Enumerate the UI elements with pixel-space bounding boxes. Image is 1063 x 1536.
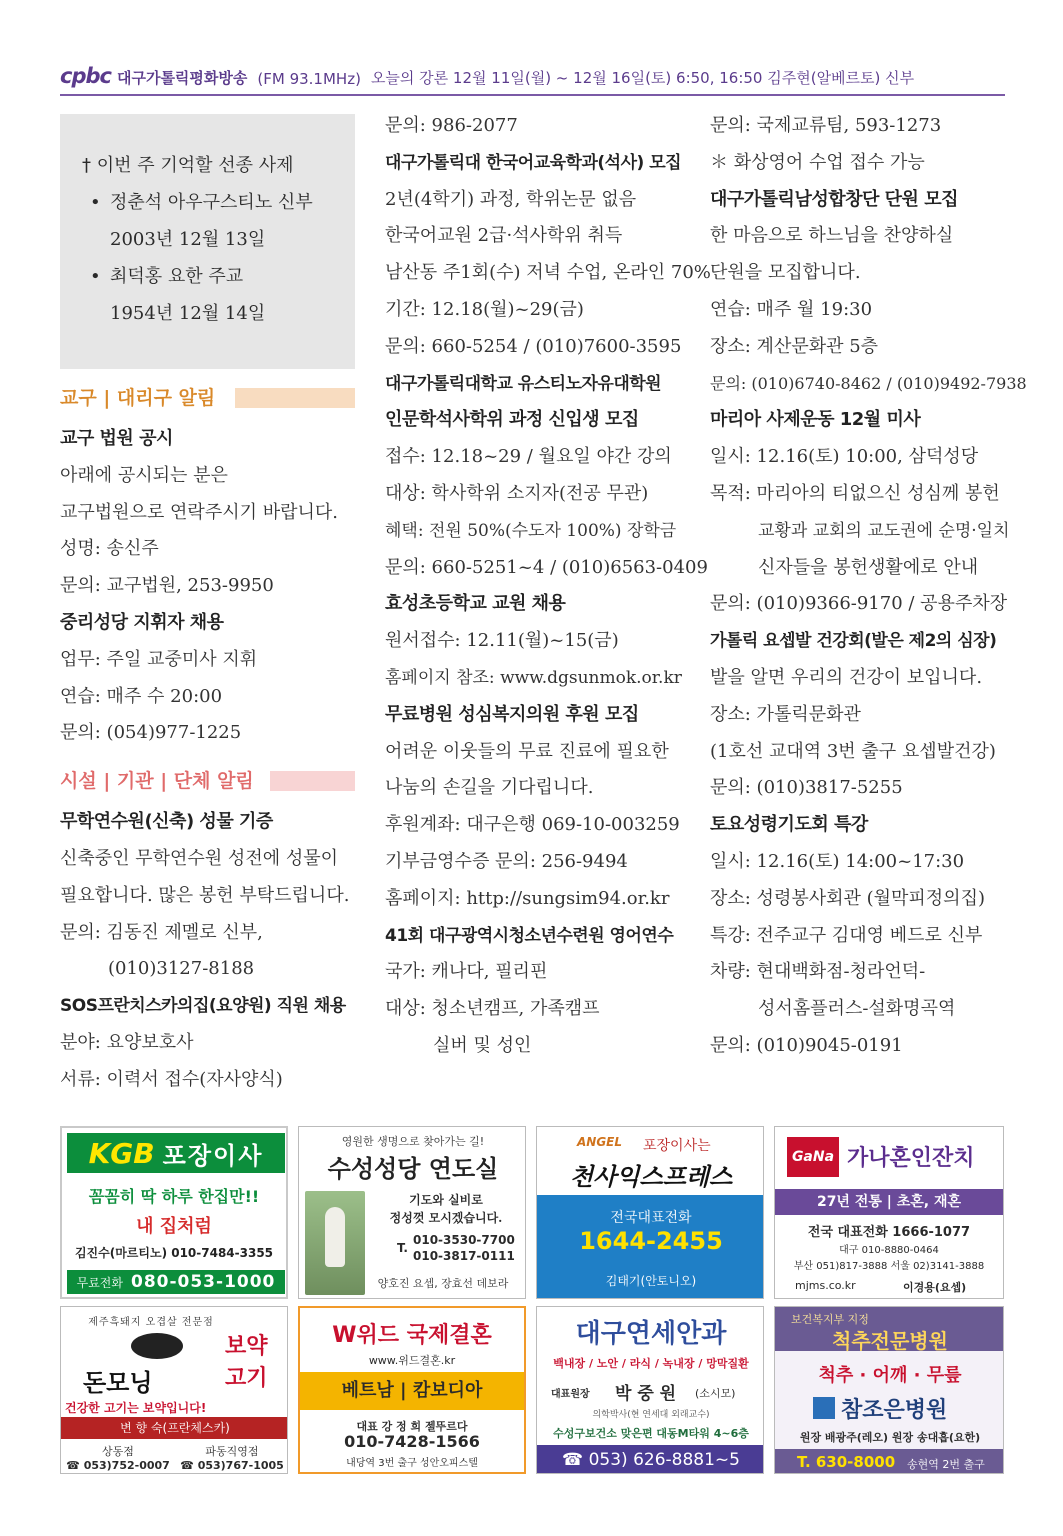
notice-line: 신자들을 봉헌생활에로 안내 [758,556,979,578]
gana-person: 이경용(요셉) [903,1281,967,1294]
notice-line: 목적: 마리아의 티없으신 성심께 봉헌 [710,482,1000,504]
section-title-diocese: 교구 | 대리구 알림 [60,383,355,413]
suseong-tel1: 010-3530-7700 [413,1233,515,1247]
ad-chamjo-hospital[interactable] [774,1306,1004,1474]
notice-line: 일시: 12.16(토) 14:00~17:30 [710,850,965,872]
notice-line: 일시: 12.16(토) 10:00, 삼덕성당 [710,446,979,468]
yonsei-tel: ☎ 053) 626-8881~5 [537,1445,764,1474]
wid-tel: 010-7428-1566 [344,1432,480,1451]
bo-yak-tel2: ☎ 053)767-1005 [180,1459,284,1472]
notice-line: 한국어교원 2급·석사학위 취득 [385,225,623,247]
notice-title: 인문학석사학위 과정 신입생 모집 [385,409,639,431]
notice-line: 문의: 986-2077 [385,115,518,136]
wid-addr: 내당역 3번 출구 성안오피스텔 [346,1458,478,1469]
bo-yak-name: 돈모닝 [83,1369,153,1397]
notice-title: 41회 대구광역시청소년수련원 영어연수 [385,925,674,946]
suseong-name: 수성성당 연도실 [327,1155,499,1183]
gana-line3: 부산 051)817-3888 서울 02)3141-3888 [793,1261,985,1272]
notice-line: 특강: 전주교구 김대영 베드로 신부 [710,924,983,946]
saint-date: 1954년 12월 14일 [110,303,266,324]
notice-line: 원서접수: 12.11(월)~15(금) [385,630,619,652]
notice-line: 필요합니다. 많은 봉헌 부탁드립니다. [60,884,350,906]
bo-yak-arc-text: 제주흑돼지 오겹살 전문점 [88,1317,214,1328]
ad-wid-marriage[interactable] [298,1306,526,1474]
kgb-slogan: 꼼꼼히 딱 하루 한집만!! [88,1187,260,1206]
saint-name: • 정춘석 아우구스티노 신부 [82,184,355,221]
notice-line: 어려운 이웃들의 무료 진료에 필요한 [385,740,669,762]
gana-name: 가나혼인잔치 [847,1146,975,1171]
notice-line: 문의: (010)9045-0191 [710,1034,903,1056]
bo-yak-right2: 고기 [225,1366,268,1391]
gana-band: 27년 전통 | 초혼, 재혼 [775,1189,1003,1215]
gana-line1: 전국 대표전화 1666-1077 [807,1225,971,1240]
notice-title: 토요성령기도회 특강 [710,814,868,836]
angel-person: 김태기(안토니오) [605,1274,697,1288]
ad-suseong[interactable] [298,1126,526,1299]
suseong-line1: 기도와 실비로 [409,1193,483,1207]
kgb-banner [67,1133,285,1173]
saints-title: † 이번 주 기억할 선종 사제 [82,155,294,176]
kgb-brand: KGB [88,1136,155,1170]
mary-statue-image [305,1191,365,1295]
yonsei-location: 수성구보건소 맞은편 대동M타워 4~6층 [553,1427,749,1440]
notice-line: 연습: 매주 수 20:00 [60,685,223,707]
notice-line: 문의: 660-5251~4 / (010)6563-0409 [385,556,708,578]
gana-site[interactable]: mjms.co.kr [795,1279,856,1292]
notice-line: 한 마음으로 하느님을 찬양하실 [710,225,954,247]
notice-line: 문의: (010)6740-8462 / (010)9492-7938 [710,373,1027,393]
chamjo-title: 척추전문병원 [832,1329,948,1353]
suseong-t: T. [397,1241,408,1255]
chamjo-services: 척추 · 어깨 · 무릎 [818,1365,962,1386]
yonsei-services: 백내장 / 노안 / 라식 / 녹내장 / 망막질환 [553,1357,749,1370]
notice-line: 혜택: 전원 50%(수도자 100%) 장학금 [385,520,677,541]
notice-line: 문의: (010)9366-9170 / 공용주차장 [710,593,1008,615]
column-3 [710,108,1027,1065]
wid-band: 베트남 | 캄보디아 [300,1372,524,1410]
ad-bo-yak-meat[interactable] [60,1306,288,1474]
notice-title: 중리성당 지휘자 채용 [60,611,224,633]
kgb-free-label: 무료전화 [76,1275,123,1290]
notice-line: 기부금영수증 문의: 256-9494 [385,850,628,872]
notice-line: ＊ 화상영어 수업 접수 가능 [710,151,925,173]
notice-line: 분야: 요양보호사 [60,1031,194,1053]
kgb-free-number: 080-053-1000 [130,1272,276,1292]
column-1 [60,108,355,1099]
notice-line: 문의: 교구법원, 253-9950 [60,575,274,597]
saint-name: • 최덕홍 요한 주교 [82,258,355,295]
chamjo-tel: T. 630-8000 [797,1453,896,1471]
notice-line: 성서홈플러스-설화명곡역 [758,998,956,1020]
suseong-tel2: 010-3817-0111 [413,1249,515,1263]
wid-site[interactable]: www.위드결혼.kr [368,1354,456,1367]
angel-logo: ANGEL [577,1135,623,1149]
notice-line: 차량: 현대백화점-청라언덕- [710,961,926,983]
page-header [60,62,1005,96]
notice-line: 문의: 국제교류팀, 593-1273 [710,115,942,136]
notice-line: 서류: 이력서 접수(자사양식) [60,1068,283,1090]
yonsei-note: 의학박사(현 연세대 외래교수) [592,1410,710,1420]
notice-line: (1호선 교대역 3번 출구 요셉발건강) [710,740,996,762]
notice-line: 2년(4학기) 과정, 학위논문 없음 [385,188,637,210]
suseong-line2: 정성껏 모시겠습니다. [389,1211,503,1225]
wid-name: W위드 국제결혼 [332,1323,492,1348]
section-bar [235,388,355,408]
yonsei-rep: 박 중 원 [615,1384,677,1404]
kgb-free-call [67,1270,285,1294]
station-frequency: (FM 93.1MHz) [257,70,361,88]
statue-icon [325,1207,345,1267]
notice-line: 홈페이지: http://sungsim94.or.kr [385,887,670,909]
notice-title: SOS프란치스카의집(요양원) 직원 채용 [60,996,346,1017]
saints-box [60,114,355,369]
notice-title: 무학연수원(신축) 성물 기증 [60,811,273,833]
suseong-people: 양호진 요셉, 장효선 데보라 [377,1277,509,1290]
bo-yak-slogan: 건강한 고기는 보약입니다! [65,1401,207,1415]
wid-rep: 대표 강 정 희 젤뚜르다 [356,1420,468,1433]
kgb-contact: 김진수(마르티노) 010-7484-3355 [74,1246,274,1260]
chamjo-name: 참조은병원 [841,1398,948,1423]
notice-title: 마리아 사제운동 12월 미사 [710,409,921,431]
notice-line: (010)3127-8188 [108,958,255,980]
notice-line: 홈페이지 참조: www.dgsunmok.or.kr [385,667,682,688]
bo-yak-branch1: 상동점 [102,1445,134,1458]
notice-title: 대구가톨릭남성합창단 단원 모집 [710,188,958,210]
notice-line: 성명: 송신주 [60,538,159,560]
chamjo-staff: 원장 배광주(레오) 원장 송대흡(요한) [799,1431,981,1444]
notice-line: 문의: (054)977-1225 [60,722,242,744]
notice-line: 교황과 교회의 교도권에 순명·일치 [758,520,1010,541]
notice-line: 접수: 12.18~29 / 월요일 야간 강의 [385,446,672,468]
notice-line: 대상: 청소년캠프, 가족캠프 [385,998,600,1020]
notice-title: 대구가톨릭대 한국어교육학과(석사) 모집 [385,152,682,173]
notice-line: 기간: 12.18(월)~29(금) [385,298,584,320]
notice-line: 국가: 캐나다, 필리핀 [385,961,548,983]
notice-line: 교구법원으로 연락주시기 바랍니다. [60,501,338,523]
notice-line: 발을 알면 우리의 건강이 보입니다. [710,666,983,688]
notice-line: 장소: 계산문화관 5층 [710,335,879,357]
section-title-facilities: 시설 | 기관 | 단체 알림 [60,766,355,796]
section-bar [270,771,355,791]
notice-line: 업무: 주일 교중미사 지휘 [60,648,258,670]
yonsei-rep-label: 대표원장 [551,1389,590,1400]
notice-line: 연습: 매주 월 19:30 [710,298,873,320]
notice-line: 장소: 성령봉사회관 (월막피정의집) [710,887,985,909]
kgb-slogan2: 내 집처럼 [136,1216,212,1237]
notice-line: 대상: 학사학위 소지자(전공 무관) [385,482,649,504]
notice-line: 신축중인 무학연수원 성전에 성물이 [60,847,338,869]
yonsei-rep-suffix: (소시모) [695,1387,736,1400]
ad-angel-express[interactable] [536,1126,764,1299]
suseong-top: 영원한 생명으로 찾아가는 길! [341,1135,485,1148]
angel-label: 전국대표전화 [610,1210,692,1226]
notice-line: 아래에 공시되는 분은 [60,464,228,486]
bo-yak-right1: 보약 [225,1334,268,1359]
bo-yak-owner: 변 향 숙(프란체스카) [61,1417,288,1439]
notice-line: 후원계좌: 대구은행 069-10-003259 [385,814,680,836]
station-name: 대구가톨릭평화방송 [116,69,248,87]
yonsei-name: 대구연세안과 [575,1319,727,1349]
kgb-name: 포장이사 [162,1141,264,1170]
notice-title: 대구가톨릭대학교 유스티노자유대학원 [385,373,662,394]
notice-title: 무료병원 성심복지의원 후원 모집 [385,703,639,725]
bo-yak-tel1: ☎ 053)752-0007 [66,1459,170,1472]
notice-title: 가톨릭 요셉발 건강회(발은 제2의 심장) [710,631,997,652]
ad-gana-wedding[interactable] [774,1126,1004,1299]
hospital-logo-icon [813,1397,835,1419]
ad-kgb[interactable] [60,1126,288,1299]
angel-name: 천사익스프레스 [569,1163,733,1191]
cpbc-logo: cpbc [60,64,111,88]
saint-date: 2003년 12월 13일 [110,229,266,250]
gana-logo: GaNa [787,1137,839,1177]
column-2 [385,108,711,1065]
notice-line: 장소: 가톨릭문화관 [710,703,861,725]
notice-line: 문의: 김동진 제멜로 신부, [60,921,263,943]
notice-line: 실버 및 성인 [433,1034,532,1056]
chamjo-top: 보건복지부 지정 [791,1313,869,1326]
notice-title: 효성초등학교 교원 채용 [385,593,566,615]
ad-yonsei-eye[interactable] [536,1306,764,1474]
angel-top: 포장이사는 [643,1138,711,1154]
notice-title: 교구 법원 공시 [60,428,173,449]
angel-tel: 1644-2455 [579,1227,723,1255]
notice-line: 문의: 660-5254 / (010)7600-3595 [385,335,682,357]
notice-line: 남산동 주1회(수) 저녁 수업, 온라인 70% [385,262,711,284]
notice-line: 나눔의 손길을 기다립니다. [385,777,594,799]
notice-line: 단원을 모집합니다. [710,262,861,284]
program-info: 오늘의 강론 12월 11일(월) ~ 12월 16일(토) 6:50, 16:50 김주현(알베르토) 신부 [370,69,915,87]
bo-yak-branch2: 파동직영점 [205,1445,259,1458]
chamjo-station: 송현역 2번 출구 [907,1458,985,1471]
notice-line: 문의: (010)3817-5255 [710,777,903,799]
gana-line2: 대구 010-8880-0464 [839,1245,939,1256]
pig-icon [131,1333,183,1359]
